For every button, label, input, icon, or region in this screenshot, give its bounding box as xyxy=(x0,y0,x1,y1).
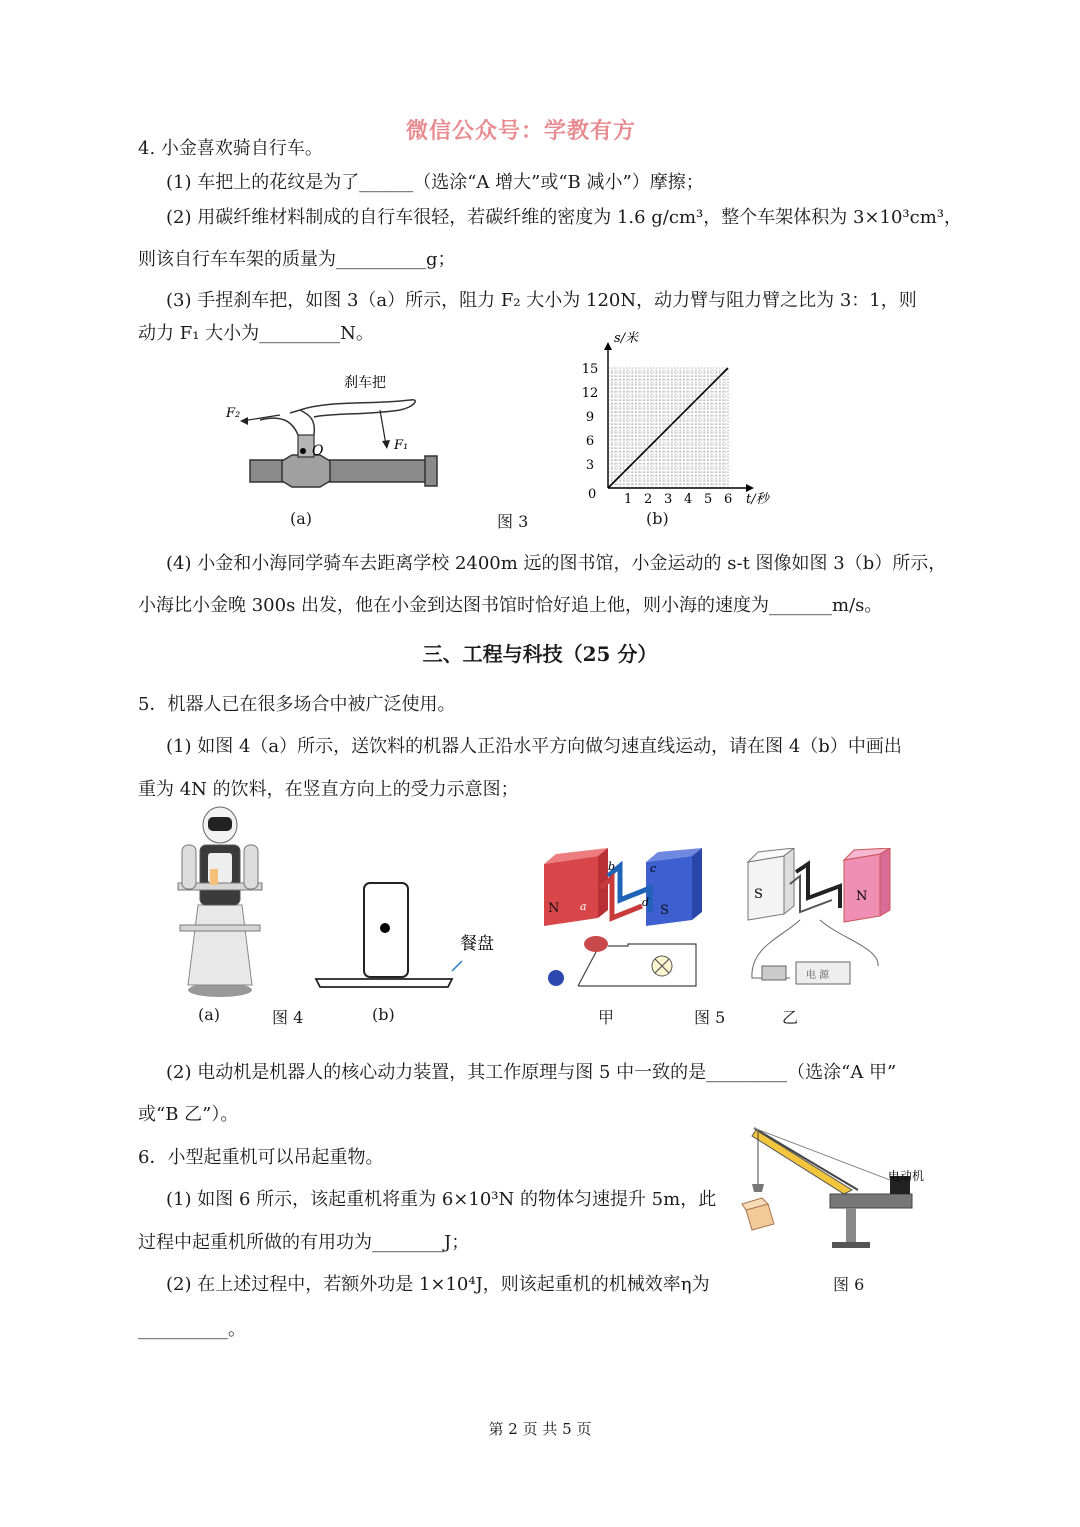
fig3-caption: 图 3 xyxy=(497,512,529,531)
q5-part2-line2: 或“B 乙”）。 xyxy=(138,1104,239,1125)
q6-part1-line2: 过程中起重机所做的有用功为________J； xyxy=(138,1232,470,1253)
x-tick-label: 6 xyxy=(724,492,733,507)
tray-cup-figure xyxy=(310,875,510,995)
q4-part4-line1: (4) 小金和小海同学骑车去距离学校 2400m 远的图书馆，小金运动的 s-t 图像如图 3（b）所示， xyxy=(166,553,947,574)
fig6-caption: 图 6 xyxy=(833,1275,865,1294)
brake-lever-figure xyxy=(220,365,450,495)
q6-stem: 6．小型起重机可以吊起重物。 xyxy=(138,1147,384,1168)
q4-part2-line1: (2) 用碳纤维材料制成的自行车很轻，若碳纤维的密度为 1.6 g/cm³，整个车架体积为 3×10³cm³， xyxy=(166,207,962,228)
q4-part3-line2: 动力 F₁ 大小为_________N。 xyxy=(138,323,374,344)
magnet-n-label: N xyxy=(548,901,560,916)
fig3-caption-a: (a) xyxy=(290,509,313,528)
coil-b-label: b xyxy=(608,860,616,873)
coil-c-label: c xyxy=(650,862,657,875)
y-axis-arrow xyxy=(604,342,612,350)
q6-part1-line1: (1) 如图 6 所示，该起重机将重为 6×10³N 的物体匀速提升 5m，此 xyxy=(166,1189,717,1210)
y-tick-label: 12 xyxy=(581,386,599,401)
fig5-caption: 图 5 xyxy=(694,1008,726,1027)
motor-fig-jia xyxy=(538,848,708,998)
fig4-caption: 图 4 xyxy=(272,1008,304,1027)
q5-part2-line1: (2) 电动机是机器人的核心动力装置，其工作原理与图 5 中一致的是_________（选涂“A 甲” xyxy=(166,1062,897,1083)
magnet-n-label-yi: N xyxy=(856,889,868,904)
y-tick-label: 3 xyxy=(585,458,595,473)
coil-d-label: d xyxy=(642,896,650,909)
brake-lever-label: 刹车把 xyxy=(344,375,386,391)
origin-label: 0 xyxy=(588,487,597,502)
coil-a-label: a xyxy=(580,900,587,913)
x-axis-label: t/秒 xyxy=(746,492,769,507)
f2-label: F₂ xyxy=(226,406,241,421)
q4-part1: (1) 车把上的花纹是为了______（选涂“A 增大”或“B 减小”）摩擦； xyxy=(166,172,704,193)
y-tick-label: 9 xyxy=(585,410,595,425)
q4-part4-line2: 小海比小金晚 300s 出发，他在小金到达图书馆时恰好追上他，则小海的速度为_______m/s。 xyxy=(138,595,883,616)
y-tick-label: 6 xyxy=(585,434,595,449)
q6-part2-line2: __________。 xyxy=(138,1319,246,1340)
x-tick-label: 2 xyxy=(644,492,653,507)
robot-figure xyxy=(170,805,270,1000)
magnet-s-label: S xyxy=(660,903,669,918)
fig5-caption-jia: 甲 xyxy=(598,1008,615,1027)
q6-part2-line1: (2) 在上述过程中，若额外功是 1×10⁴J，则该起重机的机械效率η为 xyxy=(166,1274,710,1295)
x-axis-arrow xyxy=(746,484,754,492)
fig4-caption-a: (a) xyxy=(198,1005,221,1024)
power-supply-label: 电 源 xyxy=(806,970,830,981)
q5-part1-line2: 重为 4N 的饮料，在竖直方向上的受力示意图； xyxy=(138,779,519,800)
tray-label: 餐盘 xyxy=(460,934,494,954)
q4-part3-line1: (3) 手捏刹车把，如图 3（a）所示，阻力 F₂ 大小为 120N，动力臂与阻力臂之比为 3：1，则 xyxy=(166,290,917,311)
f1-label: F₁ xyxy=(394,438,409,453)
q4-part2-line2: 则该自行车车架的质量为__________g； xyxy=(138,249,456,270)
watermark: 微信公众号：学教有方 xyxy=(406,118,637,144)
fig4-caption-b: (b) xyxy=(372,1005,395,1024)
fig5-caption-yi: 乙 xyxy=(782,1008,799,1027)
y-tick-label: 15 xyxy=(581,362,599,377)
motor-label: 电动机 xyxy=(888,1169,925,1183)
motor-fig-yi xyxy=(740,848,895,998)
st-graph xyxy=(570,328,790,513)
crane-figure xyxy=(740,1120,930,1255)
x-tick-label: 5 xyxy=(704,492,713,507)
magnet-s-label-yi: S xyxy=(754,887,763,902)
q5-part1-line1: (1) 如图 4（a）所示，送饮料的机器人正沿水平方向做匀速直线运动，请在图 4（b）中画出 xyxy=(166,736,902,757)
q5-stem: 5．机器人已在很多场合中被广泛使用。 xyxy=(138,694,456,715)
x-tick-label: 3 xyxy=(664,492,673,507)
q4-stem: 4. 小金喜欢骑自行车。 xyxy=(138,138,323,159)
x-tick-label: 4 xyxy=(684,492,693,507)
y-axis-label: s/米 xyxy=(614,331,639,346)
section-3-title: 三、工程与科技（25 分） xyxy=(422,642,658,666)
pivot-o-label: O xyxy=(312,443,324,459)
fig3-caption-b: (b) xyxy=(646,509,669,528)
page-footer: 第 2 页 共 5 页 xyxy=(488,1420,592,1438)
x-tick-label: 1 xyxy=(624,492,633,507)
